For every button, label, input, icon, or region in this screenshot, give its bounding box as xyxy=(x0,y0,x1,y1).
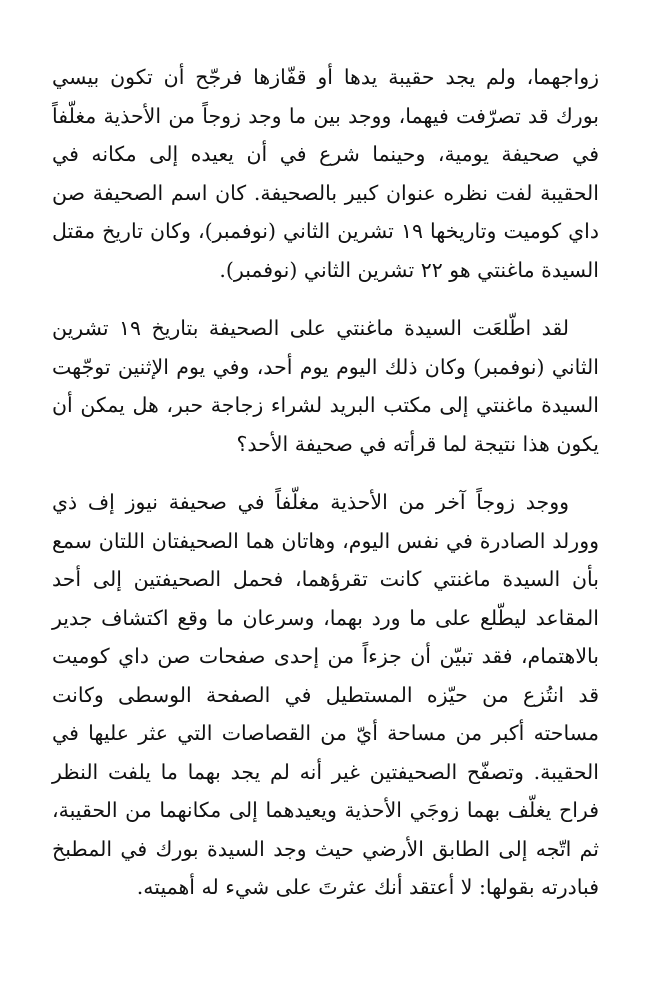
paragraph-1: زواجهما، ولم يجد حقيبة يدها أو قفّازها فرجّح أن تكون بيسي بورك قد تصرّفت فيهما، ووجد بين ما وجد زوجاً من الأحذية مغلّفاً في صحيفة يومية، وحينما شرع في أن يعيده إلى مكانه في الحقيبة لفت نظره عنوان كبير بالصحيفة. كان اسم الصحيفة صن داي كوميت وتاريخها ١٩ تشرين الثاني (نوفمبر)، وكان تاريخ مقتل السيدة ماغنتي هو ٢٢ تشرين الثاني (نوفمبر). xyxy=(52,65,600,282)
paragraph-2: لقد اطّلعَت السيدة ماغنتي على الصحيفة بتاريخ ١٩ تشرين الثاني (نوفمبر) وكان ذلك اليوم يوم أحد، وفي يوم الإثنين توجّهت السيدة ماغنتي إلى مكتب البريد لشراء زجاجة حبر، هل يمكن أن يكون هذا نتيجة لما قرأته في صحيفة الأحد؟ xyxy=(52,316,599,456)
paragraph-3: ووجد زوجاً آخر من الأحذية مغلّفاً في صحيفة نيوز إف ذي وورلد الصادرة في نفس اليوم، وهاتان هما الصحيفتان اللتان سمع بأن السيدة ماغنتي كانت تقرؤهما، فحمل الصحيفتين إلى أحد المقاعد ليطّلع على ما ورد بهما، وسرعان ما وقع اكتشاف جدير بالاهتمام، فقد تبيّن أن جزءاً من إحدى صفحات صن داي كوميت قد انتُزع من حيّزه المستطيل في الصفحة الوسطى وكانت مساحته أكبر من مساحة أيّ من القصاصات التي عثر عليها في الحقيبة. وتصفّح الصحيفتين غير أنه لم يجد بهما ما يلفت النظر فراح يغلّف بهما زوجَي الأحذية ويعيدهما إلى مكانهما من الحقيبة، ثم اتّجه إلى الطابق الأرضي حيث وجد السيدة بورك في المطبخ فبادرته بقولها: لا أعتقد أنك عثرتَ على شيء له أهميته. xyxy=(52,490,599,899)
